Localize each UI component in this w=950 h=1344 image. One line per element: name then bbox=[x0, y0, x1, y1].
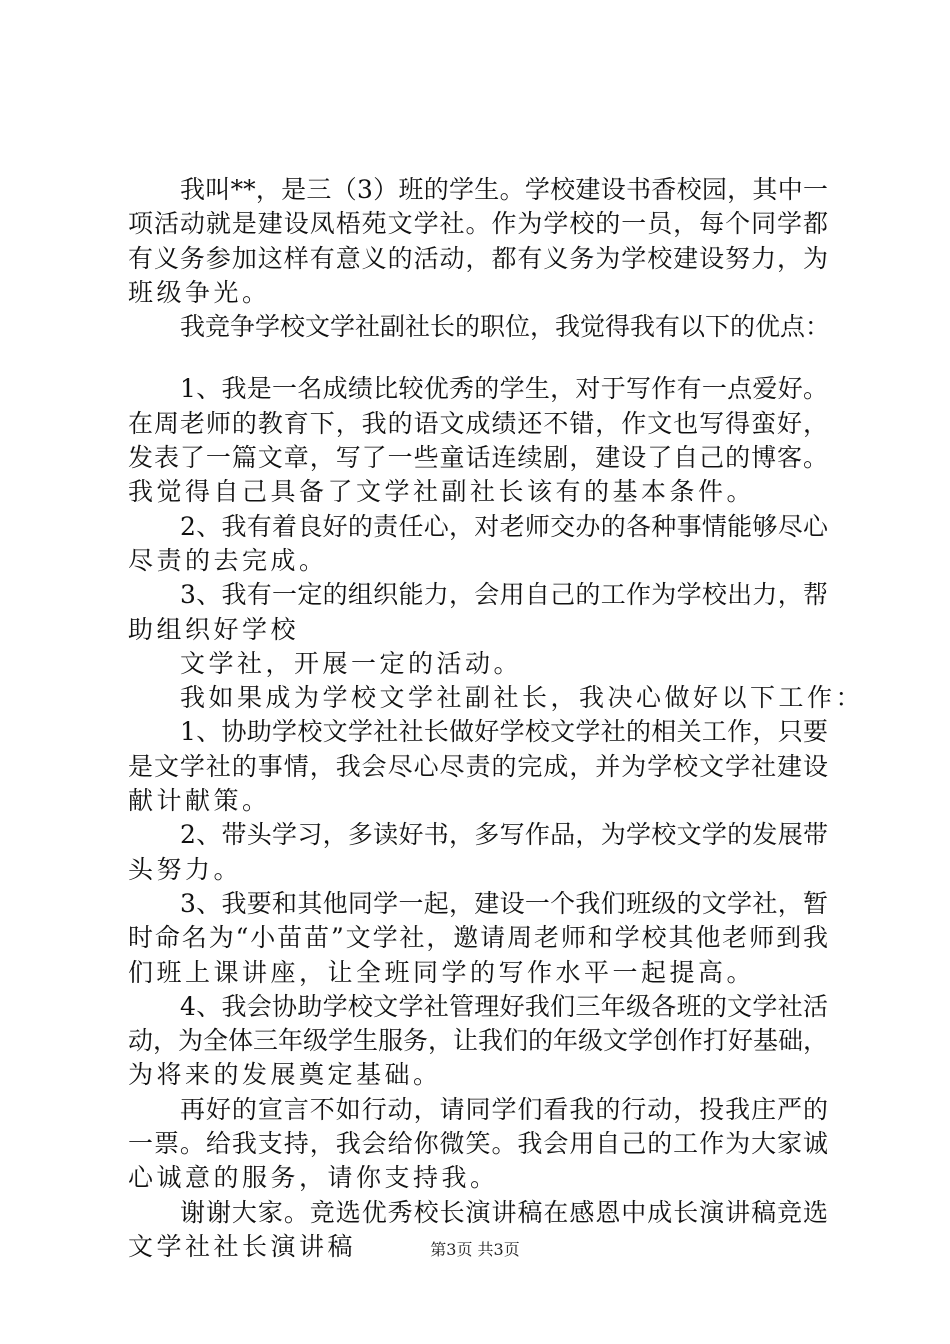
text-line: 2、我有着良好的责任心，对老师交办的各种事情能够尽心 bbox=[180, 511, 828, 541]
text-line: 一票。给我支持，我会给你微笑。我会用自己的工作为大家诚 bbox=[128, 1129, 828, 1159]
text-line: 2、带头学习，多读好书，多写作品，为学校文学的发展带 bbox=[180, 820, 828, 850]
text-line: 我叫**，是三（3）班的学生。学校建设书香校园，其中一 bbox=[180, 175, 828, 204]
document-body bbox=[128, 173, 865, 1264]
text-line: 我如果成为学校文学社副社长，我决心做好以下工作： bbox=[180, 683, 865, 713]
text-line: 4、我会协助学校文学社管理好我们三年级各班的文学社活 bbox=[180, 991, 828, 1021]
text-line: 3、我有一定的组织能力，会用自己的工作为学校出力，帮 bbox=[180, 580, 828, 610]
text-line: 尽责的去完成。 bbox=[128, 545, 328, 575]
text-line: 项活动就是建设凤梧苑文学社。作为学校的一员，每个同学都 bbox=[128, 209, 828, 239]
text-line: 是文学社的事情，我会尽心尽责的完成，并为学校文学社建设 bbox=[128, 751, 828, 781]
text-line: 发表了一篇文章，写了一些童话连续剧，建设了自己的博客。 bbox=[128, 443, 828, 473]
text-line: 动，为全体三年级学生服务，让我们的年级文学创作打好基础， bbox=[128, 1026, 829, 1056]
text-line: 有义务参加这样有意义的活动，都有义务为学校建设努力，为 bbox=[128, 243, 828, 273]
text-line: 班级争光。 bbox=[128, 277, 271, 307]
text-line: 3、我要和其他同学一起，建设一个我们班级的文学社，暂 bbox=[180, 888, 828, 918]
text-line: 们班上课讲座，让全班同学的写作水平一起提高。 bbox=[128, 957, 756, 987]
text-line: 为将来的发展奠定基础。 bbox=[128, 1060, 442, 1090]
text-line: 谢谢大家。竞选优秀校长演讲稿在感恩中成长演讲稿竞选 bbox=[180, 1197, 828, 1227]
text-line: 心诚意的服务，请你支持我。 bbox=[128, 1163, 499, 1193]
text-line: 1、我是一名成绩比较优秀的学生，对于写作有一点爱好。 bbox=[180, 374, 828, 404]
text-line: 时命名为“小苗苗”文学社，邀请周老师和学校其他老师到我 bbox=[128, 923, 828, 953]
text-line: 再好的宣言不如行动，请同学们看我的行动，投我庄严的 bbox=[180, 1094, 828, 1124]
text-line: 文学社，开展一定的活动。 bbox=[180, 648, 523, 678]
paragraph-gap bbox=[128, 344, 828, 372]
page-number-footer: 第3页 共3页 bbox=[430, 1240, 520, 1259]
text-line: 我觉得自己具备了文学社副社长该有的基本条件。 bbox=[128, 477, 756, 507]
text-line: 文学社社长演讲稿 bbox=[128, 1231, 357, 1261]
text-line: 在周老师的教育下，我的语文成绩还不错，作文也写得蛮好， bbox=[128, 408, 828, 438]
text-line: 头努力。 bbox=[128, 854, 243, 884]
text-line: 我竞争学校文学社副社长的职位，我觉得我有以下的优点： bbox=[180, 312, 831, 342]
text-line: 1、协助学校文学社社长做好学校文学社的相关工作，只要 bbox=[180, 717, 828, 747]
text-line: 献计献策。 bbox=[128, 786, 271, 816]
text-line: 助组织好学校 bbox=[128, 614, 300, 644]
